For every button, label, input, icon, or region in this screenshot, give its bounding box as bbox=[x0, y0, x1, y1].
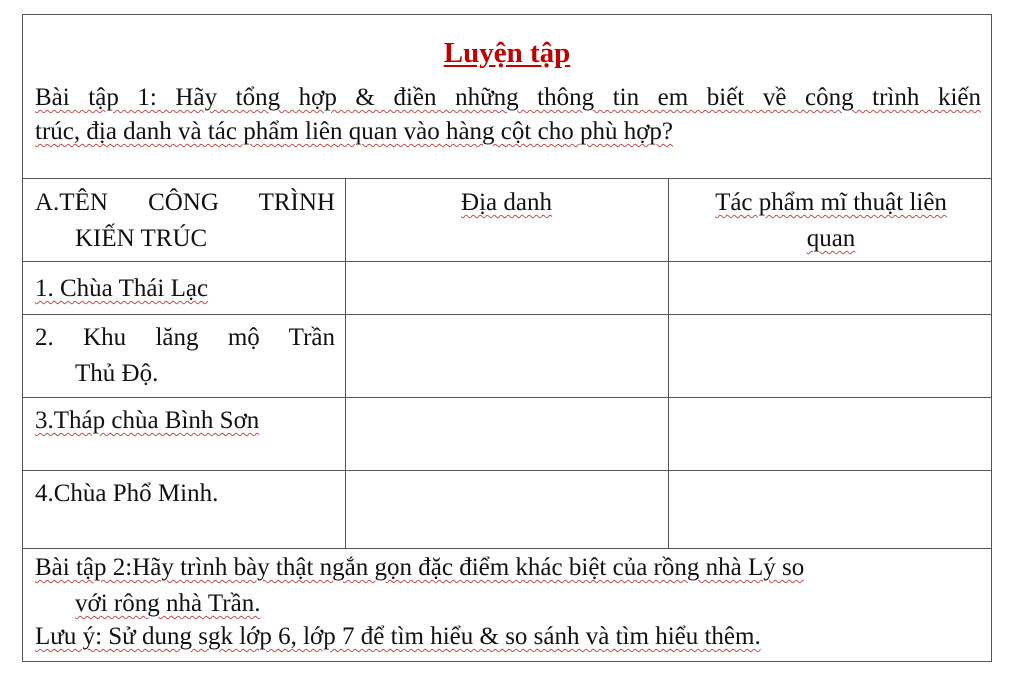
exercise-1-line-1: Bài tập 1: Hãy tổng hợp & điền những thông tin em biết về công trình kiến bbox=[35, 84, 981, 111]
row-3-text: 3.Tháp chùa Bình Sơn bbox=[35, 407, 260, 434]
table-top-border bbox=[23, 178, 991, 179]
exercise-1 bbox=[35, 81, 981, 149]
exercise-2-line-2: với rông nhà Trần. bbox=[75, 590, 261, 617]
table-row-4-name bbox=[35, 476, 335, 512]
document-title: Luyện tập bbox=[443, 37, 571, 69]
exercise-1-line-2: trúc, địa danh và tác phẩm liên quan vào hàng cột cho phù hợp? bbox=[35, 118, 674, 145]
note-line: Lưu ý: Sử dung sgk lớp 6, lớp 7 để tìm hiểu & so sánh và tìm hiểu thêm. bbox=[35, 623, 761, 650]
row-2-line-2: Thủ Độ. bbox=[75, 360, 159, 387]
header-architecture-name-line-2: KIẾN TRÚC bbox=[75, 225, 208, 252]
header-related-artwork bbox=[681, 185, 981, 257]
document-frame bbox=[22, 14, 992, 662]
table-row-2-name bbox=[35, 320, 335, 392]
header-place-name-text: Địa danh bbox=[461, 189, 552, 216]
table-row-divider bbox=[23, 314, 991, 315]
exercise-2 bbox=[35, 550, 981, 622]
table-row-divider bbox=[23, 397, 991, 398]
exercise-2-line-1: Bài tập 2:Hãy trình bày thật ngắn gọn đặc điểm khác biệt của rồng nhà Lý so bbox=[35, 554, 805, 581]
table-row-1-name bbox=[35, 271, 335, 307]
row-4-text: 4.Chùa Phổ Minh. bbox=[35, 480, 219, 507]
row-1-text: 1. Chùa Thái Lạc bbox=[35, 275, 209, 302]
table-column-divider bbox=[668, 178, 669, 548]
table-row-divider bbox=[23, 261, 991, 262]
row-2-line-1: 2. Khu lăng mộ Trần bbox=[35, 324, 335, 351]
header-place-name bbox=[345, 185, 668, 221]
table-row-divider bbox=[23, 470, 991, 471]
table-row-3-name bbox=[35, 403, 335, 439]
table-column-divider bbox=[345, 178, 346, 548]
note-text bbox=[35, 619, 981, 655]
header-architecture-name-line-1: A.TÊN CÔNG TRÌNH bbox=[35, 189, 335, 216]
header-related-artwork-line-1: Tác phẩm mĩ thuật liên bbox=[715, 189, 947, 216]
header-architecture-name bbox=[35, 185, 335, 257]
table-bottom-border bbox=[23, 548, 991, 549]
header-related-artwork-line-2: quan bbox=[806, 225, 856, 252]
